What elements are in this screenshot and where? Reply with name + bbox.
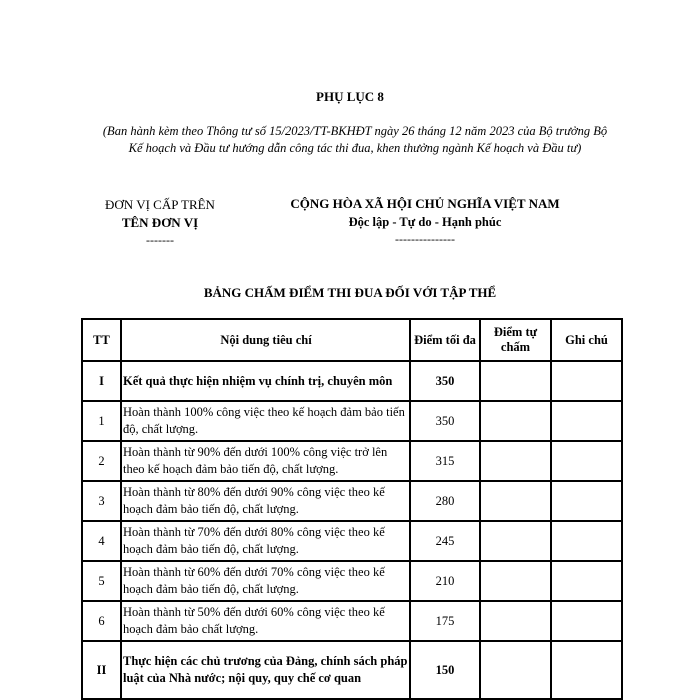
- row-max-score: 245: [410, 521, 480, 561]
- row-content: Hoàn thành từ 70% đến dưới 80% công việc theo kế hoạch đảm bảo tiến độ, chất lượng.: [121, 521, 410, 561]
- parent-unit-label: ĐƠN VỊ CẤP TRÊN: [105, 197, 215, 212]
- col-header-tt: TT: [82, 319, 121, 361]
- table-row: [82, 641, 622, 699]
- row-tt: 6: [82, 601, 121, 641]
- row-content: Thực hiện các chủ trương của Đảng, chính sách pháp luật của Nhà nước; nội quy, quy chế cơ quan: [121, 641, 410, 699]
- row-max-score: 280: [410, 481, 480, 521]
- row-self-score[interactable]: [480, 641, 551, 699]
- unit-name-label: TÊN ĐƠN VỊ: [121, 215, 199, 230]
- row-note[interactable]: [551, 641, 622, 699]
- row-content: Hoàn thành từ 60% đến dưới 70% công việc theo kế hoạch đảm bảo tiến độ, chất lượng.: [121, 561, 410, 601]
- table-row: [82, 481, 622, 521]
- national-motto: Độc lập - Tự do - Hạnh phúc: [348, 215, 502, 229]
- row-max-score: 350: [410, 361, 480, 401]
- row-note[interactable]: [551, 361, 622, 401]
- row-tt: 3: [82, 481, 121, 521]
- col-header-content: Nội dung tiêu chí: [121, 319, 410, 361]
- row-tt: 5: [82, 561, 121, 601]
- country-name: CỘNG HÒA XÃ HỘI CHỦ NGHĨA VIỆT NAM: [290, 196, 560, 211]
- row-self-score[interactable]: [480, 561, 551, 601]
- table-row: [82, 561, 622, 601]
- row-content: Hoàn thành từ 50% đến dưới 60% công việc theo kế hoạch đảm bảo chất lượng.: [121, 601, 410, 641]
- row-content: Kết quả thực hiện nhiệm vụ chính trị, chuyên môn: [121, 361, 410, 401]
- appendix-title: PHỤ LỤC 8: [316, 89, 384, 104]
- row-tt: 2: [82, 441, 121, 481]
- motto-underline: ---------------: [395, 232, 455, 246]
- row-max-score: 350: [410, 401, 480, 441]
- row-self-score[interactable]: [480, 361, 551, 401]
- row-tt: 4: [82, 521, 121, 561]
- row-self-score[interactable]: [480, 521, 551, 561]
- row-max-score: 315: [410, 441, 480, 481]
- col-header-self-score: [480, 319, 551, 361]
- row-tt: I: [82, 361, 121, 401]
- row-note[interactable]: [551, 601, 622, 641]
- table-header-row: [82, 319, 622, 361]
- col-header-note: Ghi chú: [551, 319, 622, 361]
- row-tt: 1: [82, 401, 121, 441]
- national-header-block: [265, 195, 585, 247]
- row-self-score[interactable]: [480, 401, 551, 441]
- row-content: Hoàn thành 100% công việc theo kế hoạch đảm bảo tiến độ, chất lượng.: [121, 401, 410, 441]
- row-content: Hoàn thành từ 90% đến dưới 100% công việc trở lên theo kế hoạch đảm bảo tiến độ, chất lượng.: [121, 441, 410, 481]
- row-max-score: 150: [410, 641, 480, 699]
- table-row: [82, 401, 622, 441]
- row-self-score[interactable]: [480, 481, 551, 521]
- table-row: [82, 521, 622, 561]
- row-content: Hoàn thành từ 80% đến dưới 90% công việc theo kế hoạch đảm bảo tiến độ, chất lượng.: [121, 481, 410, 521]
- row-max-score: 210: [410, 561, 480, 601]
- table-row: [82, 441, 622, 481]
- appendix-subtitle: (Ban hành kèm theo Thông tư số 15/2023/TT-BKHĐT ngày 26 tháng 12 năm 2023 của Bộ trưởng Bộ Kế hoạch và Đầu tư hướng dẫn công tác thi đua, khen thưởng ngành Kế hoạch và Đầu tư): [102, 124, 608, 155]
- issuing-unit-block: [90, 196, 230, 248]
- unit-underline: -------: [146, 233, 174, 247]
- row-note[interactable]: [551, 401, 622, 441]
- row-note[interactable]: [551, 441, 622, 481]
- row-note[interactable]: [551, 561, 622, 601]
- table-row: [82, 361, 622, 401]
- self-score-header-text: Điểm tự chấm: [493, 325, 538, 354]
- row-self-score[interactable]: [480, 601, 551, 641]
- row-self-score[interactable]: [480, 441, 551, 481]
- col-header-max-score: Điểm tối đa: [410, 319, 480, 361]
- row-note[interactable]: [551, 481, 622, 521]
- row-tt: II: [82, 641, 121, 699]
- table-row: [82, 601, 622, 641]
- row-note[interactable]: [551, 521, 622, 561]
- score-table: [81, 318, 623, 700]
- row-max-score: 175: [410, 601, 480, 641]
- table-title: BẢNG CHẤM ĐIỂM THI ĐUA ĐỐI VỚI TẬP THỂ: [203, 285, 497, 300]
